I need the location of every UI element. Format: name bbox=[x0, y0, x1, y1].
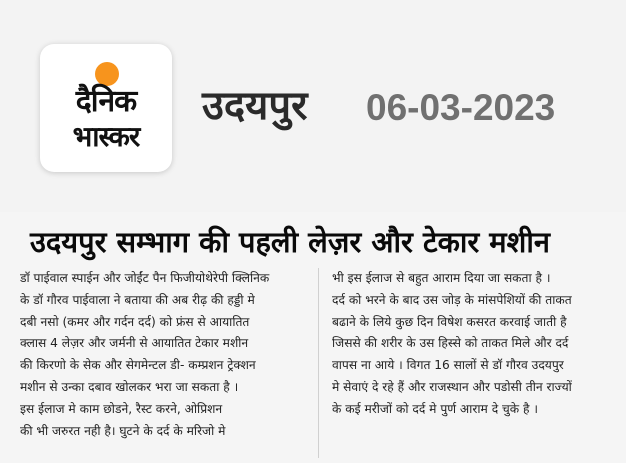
article-line: इस ईलाज मे काम छोडने, रैस्ट करने, ओप्रिशन bbox=[20, 401, 223, 416]
article-line: दबी नसो (कमर और गर्दन दर्द) को फ्रंस से आयातित bbox=[20, 314, 250, 329]
article-line: वापस ना आये । विगत 16 सालों से डॉ गौरव उदयपुर bbox=[332, 358, 564, 373]
article-line: बढाने के लिये कुछ दिन विषेश कसरत करवाई जाती है bbox=[332, 314, 567, 329]
edition-date: 06-03-2023 bbox=[366, 87, 556, 128]
article-line: के कई मरीजों को दर्द मे पुर्ण आराम दे चुके है । bbox=[332, 401, 538, 416]
article-headline: उदयपुर सम्भाग की पहली लेज़र और टेकार मशीन bbox=[30, 225, 550, 259]
article-column-right bbox=[332, 268, 616, 421]
article-line: मे सेवाएं दे रहे हैं और राजस्थान और पडोसी तीन राज्यों bbox=[332, 379, 572, 394]
article-line: भी इस ईलाज से बहुत आराम दिया जा सकता है । bbox=[332, 271, 551, 285]
column-divider bbox=[318, 268, 319, 458]
article-column-left bbox=[20, 268, 310, 442]
article-line: की किरणो के सेक और सेगमेन्टल डी- कम्प्रशन ट्रेक्शन bbox=[20, 358, 256, 373]
article-line: मशीन से उन्का दबाव खोलकर भरा जा सकता है । bbox=[20, 379, 239, 394]
article-line: क्लास 4 लेज़र और जर्मनी से आयातित टेकार मशीन bbox=[20, 336, 249, 351]
article-line: दर्द को भरने के बाद उस जोड़ के मांसपेशियों की ताकत bbox=[332, 292, 572, 307]
article-line: जिससे की शरीर के उस हिस्से को ताकत मिले और दर्द bbox=[332, 336, 569, 351]
article-line: डॉ पाईवाल स्पाईन और जोईंट पैन फिजीयोथेरेपी क्लिनिक bbox=[20, 271, 270, 285]
sun-icon bbox=[95, 62, 119, 86]
article-line: के डॉ गौरव पाईवाला ने बताया की अब रीढ़ की हड्डी मे bbox=[20, 292, 255, 307]
logo-line-1: दैनिक bbox=[75, 84, 137, 119]
article-line: की भी जरुरत नही है। घुटने के दर्द के मरिजो मे bbox=[20, 423, 226, 438]
logo-line-2: भास्कर bbox=[72, 120, 140, 153]
edition-city: उदयपुर bbox=[202, 83, 308, 129]
dainik-bhaskar-logo bbox=[40, 44, 172, 172]
